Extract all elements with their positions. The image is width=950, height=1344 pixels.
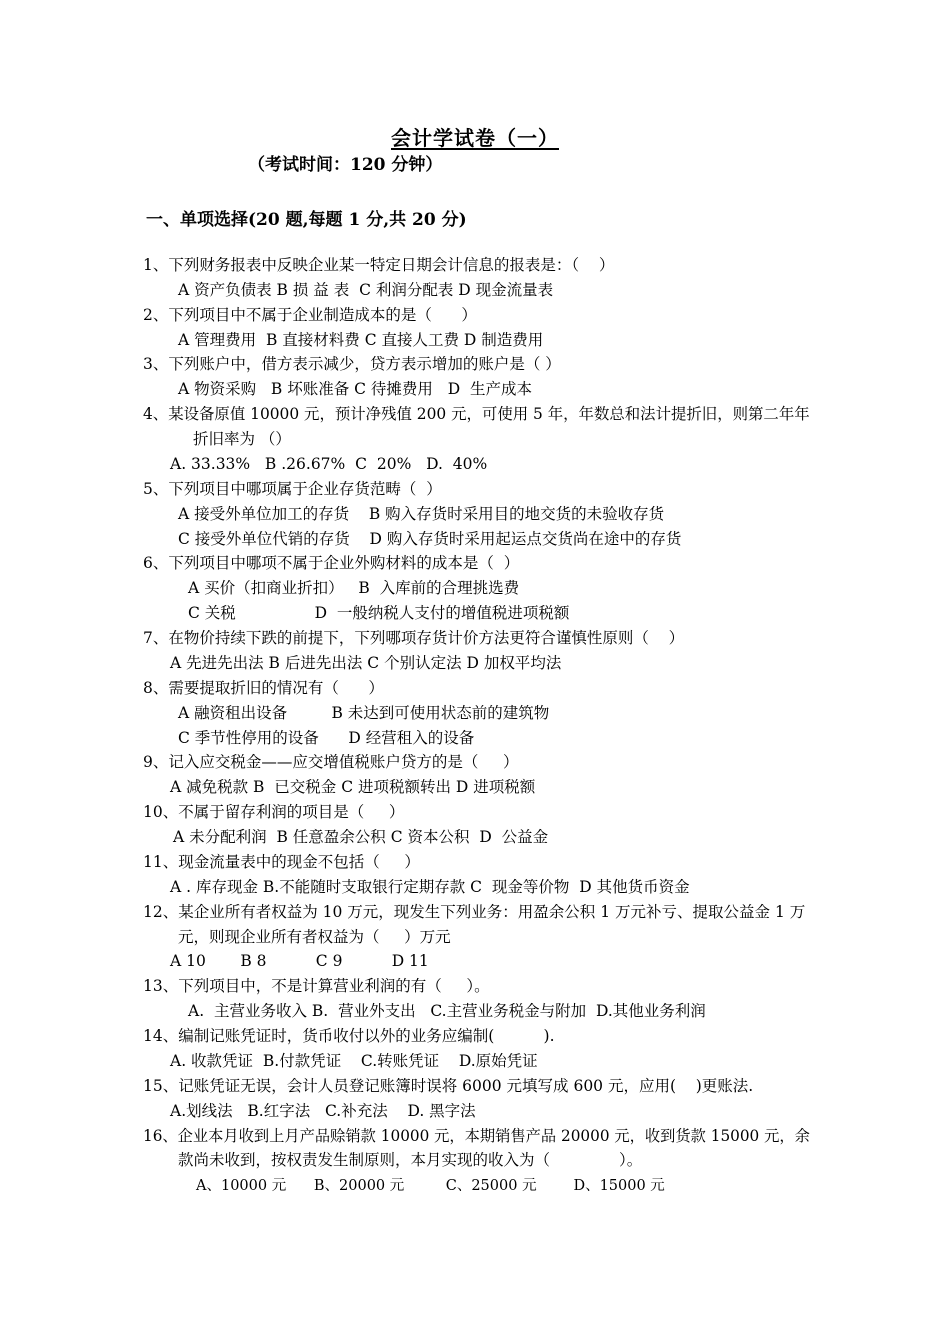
- option-line: A 减免税款 B 已交税金 C 进项税额转出 D 进项税额: [170, 778, 536, 796]
- option-line: A. 主营业务收入 B. 营业外支出 C.主营业务税金与附加 D.其他业务利润: [188, 1002, 706, 1020]
- option-line: A 10 B 8 C 9 D 11: [170, 952, 429, 970]
- exam-duration: （考试时间：120 分钟）: [248, 155, 443, 175]
- question-line: 16、企业本月收到上月产品赊销款 10000 元，本期销售产品 20000 元，收到货款 15000 元，余: [143, 1127, 810, 1145]
- option-line: C 季节性停用的设备 D 经营租入的设备: [178, 729, 475, 747]
- option-line: C 关税 D 一般纳税人支付的增值税进项税额: [188, 604, 570, 622]
- option-line: A 先进先出法 B 后进先出法 C 个别认定法 D 加权平均法: [170, 654, 562, 672]
- option-line: A 买价（扣商业折扣） B 入库前的合理挑选费: [188, 579, 520, 597]
- question-line-cont: 款尚未收到，按权责发生制原则，本月实现的收入为（ ）。: [178, 1151, 643, 1169]
- option-line: A 物资采购 B 坏账准备 C 待摊费用 D 生产成本: [178, 380, 532, 398]
- question-line: 9、记入应交税金——应交增值税账户贷方的是（ ）: [143, 753, 519, 771]
- option-line: A. 收款凭证 B.付款凭证 C.转账凭证 D.原始凭证: [170, 1052, 538, 1070]
- question-line: 11、现金流量表中的现金不包括（ ）: [143, 853, 420, 871]
- option-line: C 接受外单位代销的存货 D 购入存货时采用起运点交货尚在途中的存货: [178, 530, 682, 548]
- exam-title: 会计学试卷（一）: [391, 126, 559, 150]
- option-line: A 资产负债表 B 损 益 表 C 利润分配表 D 现金流量表: [178, 281, 554, 299]
- question-line-cont: 折旧率为 （）: [193, 430, 291, 448]
- section-heading: 一、单项选择(20 题,每题 1 分,共 20 分): [146, 210, 467, 230]
- question-line: 12、某企业所有者权益为 10 万元，现发生下列业务：用盈余公积 1 万元补亏、提取公益金 1 万: [143, 903, 806, 921]
- question-line: 2、下列项目中不属于企业制造成本的是（ ）: [143, 306, 477, 324]
- option-line: A 接受外单位加工的存货 B 购入存货时采用目的地交货的未验收存货: [178, 505, 665, 523]
- question-line: 7、在物价持续下跌的前提下，下列哪项存货计价方法更符合谨慎性原则（ ）: [143, 629, 685, 647]
- question-line: 4、某设备原值 10000 元，预计净残值 200 元，可使用 5 年，年数总和法计提折旧，则第二年年: [143, 405, 810, 423]
- option-line: A 未分配利润 B 任意盈余公积 C 资本公积 D 公益金: [173, 828, 549, 846]
- question-line: 15、记账凭证无误，会计人员登记账簿时误将 6000 元填写成 600 元，应用( )更账法.: [143, 1077, 754, 1095]
- question-line: 14、编制记账凭证时，货币收付以外的业务应编制( ).: [143, 1027, 555, 1045]
- question-line: 8、需要提取折旧的情况有（ ）: [143, 679, 384, 697]
- question-line: 5、下列项目中哪项属于企业存货范畴（ ）: [143, 480, 442, 498]
- option-line: A、10000 元 B、20000 元 C、25000 元 D、15000 元: [196, 1178, 665, 1194]
- question-line: 10、不属于留存利润的项目是（ ）: [143, 803, 405, 821]
- option-line: A.划线法 B.红字法 C.补充法 D. 黑字法: [170, 1102, 476, 1120]
- question-line-cont: 元，则现企业所有者权益为（ ）万元: [178, 928, 451, 946]
- option-line: A 融资租出设备 B 未达到可使用状态前的建筑物: [178, 704, 550, 722]
- option-line: A . 库存现金 B.不能随时支取银行定期存款 C 现金等价物 D 其他货币资金: [170, 878, 690, 896]
- question-line: 6、下列项目中哪项不属于企业外购材料的成本是（ ）: [143, 554, 520, 572]
- question-line: 13、下列项目中，不是计算营业利润的有（ ）。: [143, 977, 490, 995]
- question-line: 1、下列财务报表中反映企业某一特定日期会计信息的报表是：（ ）: [143, 256, 615, 274]
- option-line: A. 33.33% B .26.67% C 20% D. 40%: [170, 455, 488, 473]
- question-line: 3、下列账户中，借方表示减少，贷方表示增加的账户是（ ）: [143, 355, 561, 373]
- option-line: A 管理费用 B 直接材料费 C 直接人工费 D 制造费用: [178, 331, 544, 349]
